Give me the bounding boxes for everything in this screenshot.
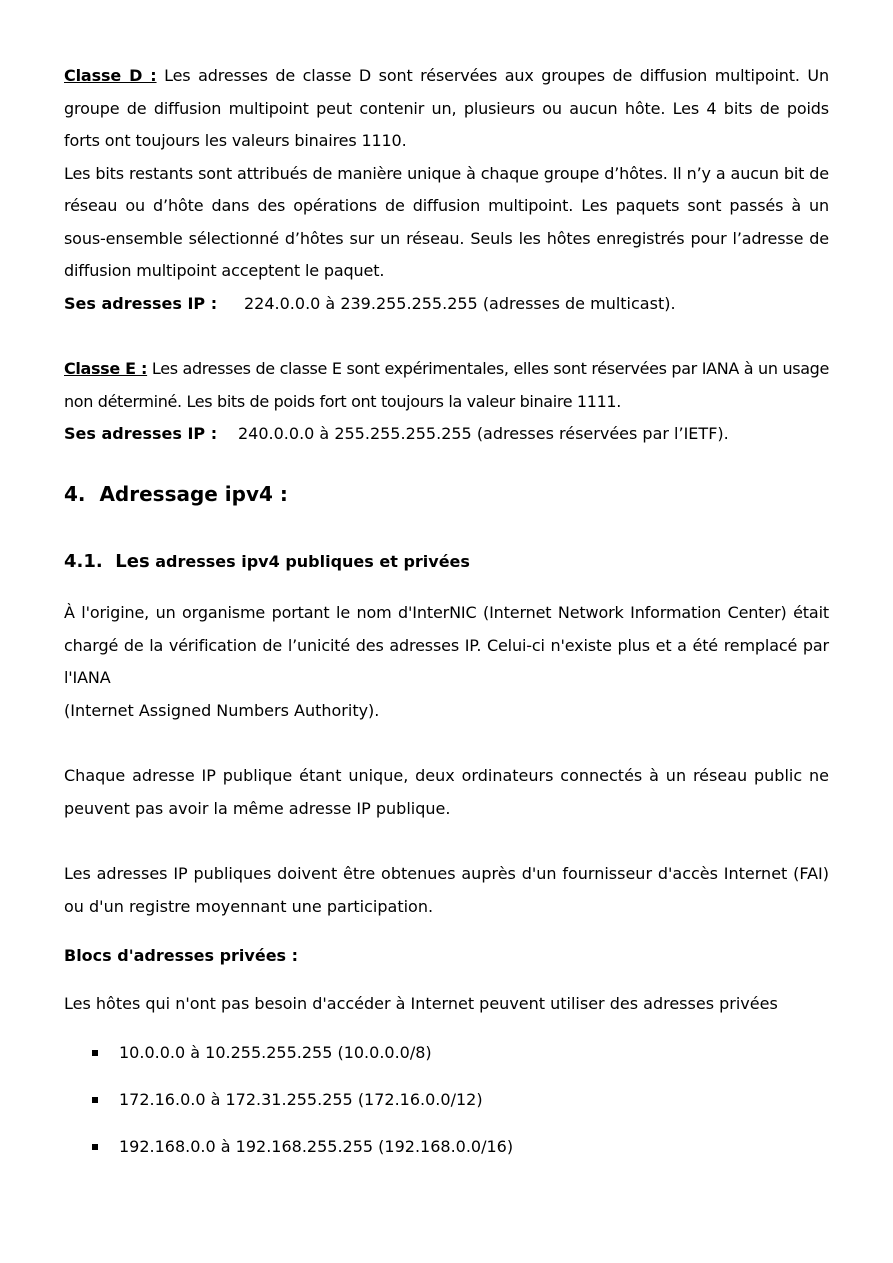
section-4-heading: 4. Adressage ipv4 : — [64, 482, 288, 506]
classe-e-ip-value: 240.0.0.0 à 255.255.255.255 (adresses réservées par l’IETF). — [238, 424, 729, 443]
classe-d-ip-value: 224.0.0.0 à 239.255.255.255 (adresses de multicast). — [244, 293, 676, 313]
classe-d-text: Les adresses de classe D sont réservées aux groupes de diffusion multipoint. Un groupe de diffusion multipoint peut contenir un, plusieurs ou aucun hôte. Les 4 bits de poids forts ont toujours les valeurs binaires 1110. — [64, 66, 829, 150]
classe-e-label: Classe E : — [64, 359, 148, 378]
private-blocks-list-wrap — [64, 1042, 829, 1183]
private-block-3: 192.168.0.0 à 192.168.255.255 (192.168.0.0/16) — [119, 1137, 514, 1156]
bullet-icon — [92, 1097, 98, 1103]
private-block-2: 172.16.0.0 à 172.31.255.255 (172.16.0.0/12) — [119, 1090, 483, 1109]
private-blocks-list — [64, 1042, 829, 1183]
list-item — [64, 1042, 829, 1089]
classe-d-ip-label: Ses adresses IP : — [64, 293, 218, 313]
classe-e-ip-label: Ses adresses IP : — [64, 424, 218, 443]
classe-e-ip-row — [64, 418, 829, 451]
classe-d-details: Les bits restants sont attribués de manière unique à chaque groupe d’hôtes. Il n’y a aucun bit de réseau ou d’hôte dans des opérations de diffusion multipoint. Les paquets sont passés à un sous-ensemble sélectionné d’hôtes sur un réseau. Seuls les hôtes enregistrés pour l’adresse de diffusion multipoint acceptent le paquet. — [64, 163, 829, 280]
section-4-1-number: 4.1. — [64, 551, 103, 572]
internic-paragraph: À l'origine, un organisme portant le nom d'InterNIC (Internet Network Information Center) était chargé de la vérification de l’unicité des adresses IP. Celui-ci n'existe plus et a été remplacé par l'IANA — [64, 603, 829, 687]
private-block-1: 10.0.0.0 à 10.255.255.255 (10.0.0.0/8) — [119, 1043, 432, 1062]
classe-d-paragraph — [64, 60, 829, 158]
section-4-1-body — [64, 597, 829, 923]
list-item — [64, 1089, 829, 1136]
classe-d-label: Classe D : — [64, 66, 157, 85]
document-body — [64, 60, 829, 451]
section-4-1-title-lead: Les — [115, 551, 150, 572]
classe-e-text: Les adresses de classe E sont expérimentales, elles sont réservées par IANA à un usage non déterminé. Les bits de poids fort ont toujours la valeur binaire 1111. — [64, 359, 829, 411]
private-blocks-heading: Blocs d'adresses privées : — [64, 946, 299, 965]
bullet-icon — [92, 1144, 98, 1150]
public-ip-fai-paragraph: Les adresses IP publiques doivent être obtenues auprès d'un fournisseur d'accès Internet (FAI) ou d'un registre moyennant une participation. — [64, 864, 829, 916]
section-4-1-heading — [64, 551, 470, 572]
private-blocks-intro: Les hôtes qui n'ont pas besoin d'accéder à Internet peuvent utiliser des adresses privées — [64, 994, 778, 1013]
section-4-1-title-rest: adresses ipv4 publiques et privées — [149, 552, 470, 571]
public-ip-unique-paragraph: Chaque adresse IP publique étant unique, deux ordinateurs connectés à un réseau public ne peuvent pas avoir la même adresse IP publique. — [64, 766, 829, 818]
list-item — [64, 1136, 829, 1183]
bullet-icon — [92, 1050, 98, 1056]
classe-e-paragraph — [64, 353, 829, 418]
classe-d-ip-row — [64, 288, 829, 321]
iana-paragraph: (Internet Assigned Numbers Authority). — [64, 700, 380, 720]
